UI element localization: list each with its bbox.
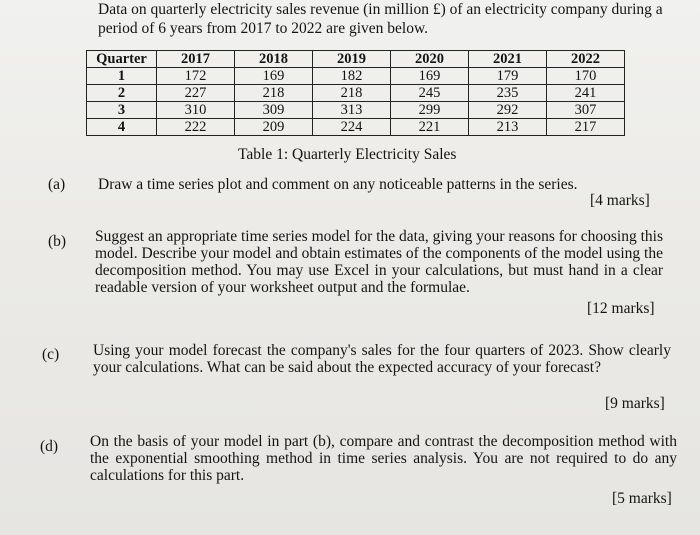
quarter-cell: 4 [87,119,157,136]
table-cell: 170 [547,68,625,85]
table-cell: 313 [313,102,391,119]
table-cell: 179 [469,68,547,85]
table-cell: 241 [547,85,625,102]
header-cell: 2017 [157,51,235,68]
header-cell: 2021 [469,51,547,68]
header-cell: 2018 [235,51,313,68]
table-header-row [87,51,625,68]
quarter-cell: 1 [87,68,157,85]
table-row [87,102,625,119]
question-a-marks: [4 marks] [590,192,650,209]
intro-paragraph: Data on quarterly electricity sales revenue (in million £) of an electricity company during a period of 6 years from 2017 to 2022 are given below. [98,1,663,37]
table-cell: 209 [235,119,313,136]
table-cell: 213 [469,119,547,136]
question-b-marks: [12 marks] [587,300,655,317]
table-cell: 169 [391,68,469,85]
table-cell: 172 [157,68,235,85]
table-cell: 309 [235,102,313,119]
question-c-marks: [9 marks] [605,395,665,412]
table-cell: 245 [391,85,469,102]
quarter-cell: 3 [87,102,157,119]
table-cell: 310 [157,102,235,119]
question-d-text: On the basis of your model in part (b), compare and contrast the decomposition method with the exponential smoothing method in time series analysis. You are not required to do any calculations for this part. [90,433,677,484]
table-cell: 227 [157,85,235,102]
question-b-text: Suggest an appropriate time series model for the data, giving your reasons for choosing this model. Describe your model and obtain estimates of the components of the model using the decomposition method. You may use Excel in your calculations, but must hand in a clear readable version of your worksheet output and the formulae. [95,228,663,296]
table-cell: 182 [313,68,391,85]
table-cell: 299 [391,102,469,119]
header-cell: 2022 [547,51,625,68]
header-cell: 2019 [313,51,391,68]
table-cell: 222 [157,119,235,136]
table-row [87,119,625,136]
table-cell: 217 [547,119,625,136]
header-cell: 2020 [391,51,469,68]
table-cell: 292 [469,102,547,119]
sales-table [86,50,625,136]
question-a-text: Draw a time series plot and comment on any noticeable patterns in the series. [98,176,578,193]
header-cell: Quarter [87,51,157,68]
table-cell: 307 [547,102,625,119]
question-d-label: (d) [40,438,59,455]
table-cell: 235 [469,85,547,102]
question-d-marks: [5 marks] [612,490,672,507]
table-cell: 169 [235,68,313,85]
question-c-text: Using your model forecast the company's sales for the four quarters of 2023. Show clearly your calculations. What can be said about the expected accuracy of your forecast? [93,342,671,376]
table-caption: Table 1: Quarterly Electricity Sales [238,146,457,163]
question-a-label: (a) [48,176,66,193]
table-row [87,68,625,85]
table-cell: 221 [391,119,469,136]
table-cell: 218 [235,85,313,102]
table-cell: 224 [313,119,391,136]
question-c-label: (c) [42,346,60,363]
table-row [87,85,625,102]
table-cell: 218 [313,85,391,102]
question-b-label: (b) [48,233,67,250]
quarter-cell: 2 [87,85,157,102]
